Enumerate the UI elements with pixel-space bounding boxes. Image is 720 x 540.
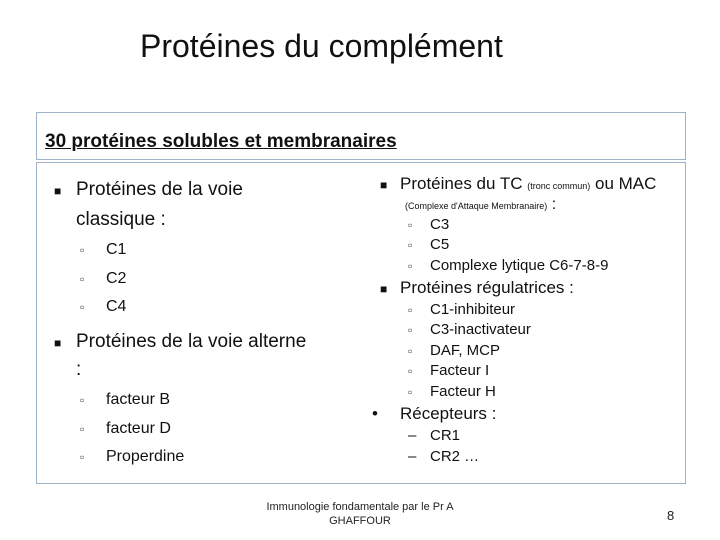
reg-heading: ■ Protéines régulatrices :: [380, 278, 574, 297]
rec-item: – CR2 …: [408, 448, 480, 465]
classique-item: ▫ C2: [80, 270, 127, 287]
bullet-square-icon: ■: [380, 282, 388, 296]
tc-heading: ■ Protéines du TC (tronc commun) ou MAC: [380, 174, 657, 193]
hollow-square-bullet-icon: ▫: [408, 344, 413, 358]
dash-bullet-icon: –: [408, 427, 417, 444]
hollow-square-bullet-icon: ▫: [408, 385, 413, 399]
slide-footer: [250, 500, 470, 528]
reg-item: ▫ DAF, MCP: [408, 342, 501, 359]
hollow-square-bullet-icon: ▫: [408, 323, 413, 337]
alterne-item: ▫ facteur B: [80, 391, 171, 408]
alterne-item: ▫ facteur D: [80, 420, 171, 437]
hollow-square-bullet-icon: ▫: [80, 393, 85, 407]
reg-item: ▫ Facteur I: [408, 362, 490, 379]
slide-title: Protéines du complément: [140, 28, 503, 64]
bullet-square-icon: ■: [380, 178, 388, 192]
tc-item: ▫ Complexe lytique C6-7-8-9: [408, 257, 609, 274]
tc-item: ▫ C3: [408, 216, 450, 233]
page-number: 8: [667, 508, 675, 523]
footer-line: Immunologie fondamentale par le Pr A: [266, 501, 454, 513]
hollow-square-bullet-icon: ▫: [80, 450, 85, 464]
footer-line: GHAFFOUR: [329, 515, 391, 527]
alterne-item: ▫ Properdine: [80, 448, 185, 465]
tc-item: ▫ C5: [408, 236, 450, 253]
alterne-heading: ■ Protéines de la voie alterne: [54, 328, 306, 357]
round-bullet-icon: •: [372, 404, 378, 423]
hollow-square-bullet-icon: ▫: [408, 218, 413, 232]
hollow-square-bullet-icon: ▫: [80, 422, 85, 436]
classique-item: ▫ C1: [80, 241, 127, 258]
classique-heading-cont: classique :: [76, 209, 166, 230]
hollow-square-bullet-icon: ▫: [80, 272, 85, 286]
reg-item: ▫ Facteur H: [408, 383, 496, 400]
classique-heading: ■ Protéines de la voie: [54, 176, 243, 205]
hollow-square-bullet-icon: ▫: [408, 364, 413, 378]
slide-subtitle: 30 protéines solubles et membranaires: [45, 131, 397, 152]
hollow-square-bullet-icon: ▫: [80, 300, 85, 314]
hollow-square-bullet-icon: ▫: [408, 259, 413, 273]
hollow-square-bullet-icon: ▫: [80, 243, 85, 257]
rec-item: – CR1: [408, 427, 461, 444]
bullet-square-icon: ■: [54, 184, 62, 198]
hollow-square-bullet-icon: ▫: [408, 303, 413, 317]
mac-note: (Complexe d'Attaque Membranaire) :: [405, 196, 557, 213]
subtitle-box: [36, 112, 686, 160]
rec-heading: • Récepteurs :: [372, 404, 497, 423]
hollow-square-bullet-icon: ▫: [408, 238, 413, 252]
dash-bullet-icon: –: [408, 448, 417, 465]
alterne-heading-cont: :: [76, 359, 82, 380]
classique-item: ▫ C4: [80, 298, 127, 315]
reg-item: ▫ C3-inactivateur: [408, 321, 531, 338]
reg-item: ▫ C1-inhibiteur: [408, 301, 516, 318]
bullet-square-icon: ■: [54, 336, 62, 350]
